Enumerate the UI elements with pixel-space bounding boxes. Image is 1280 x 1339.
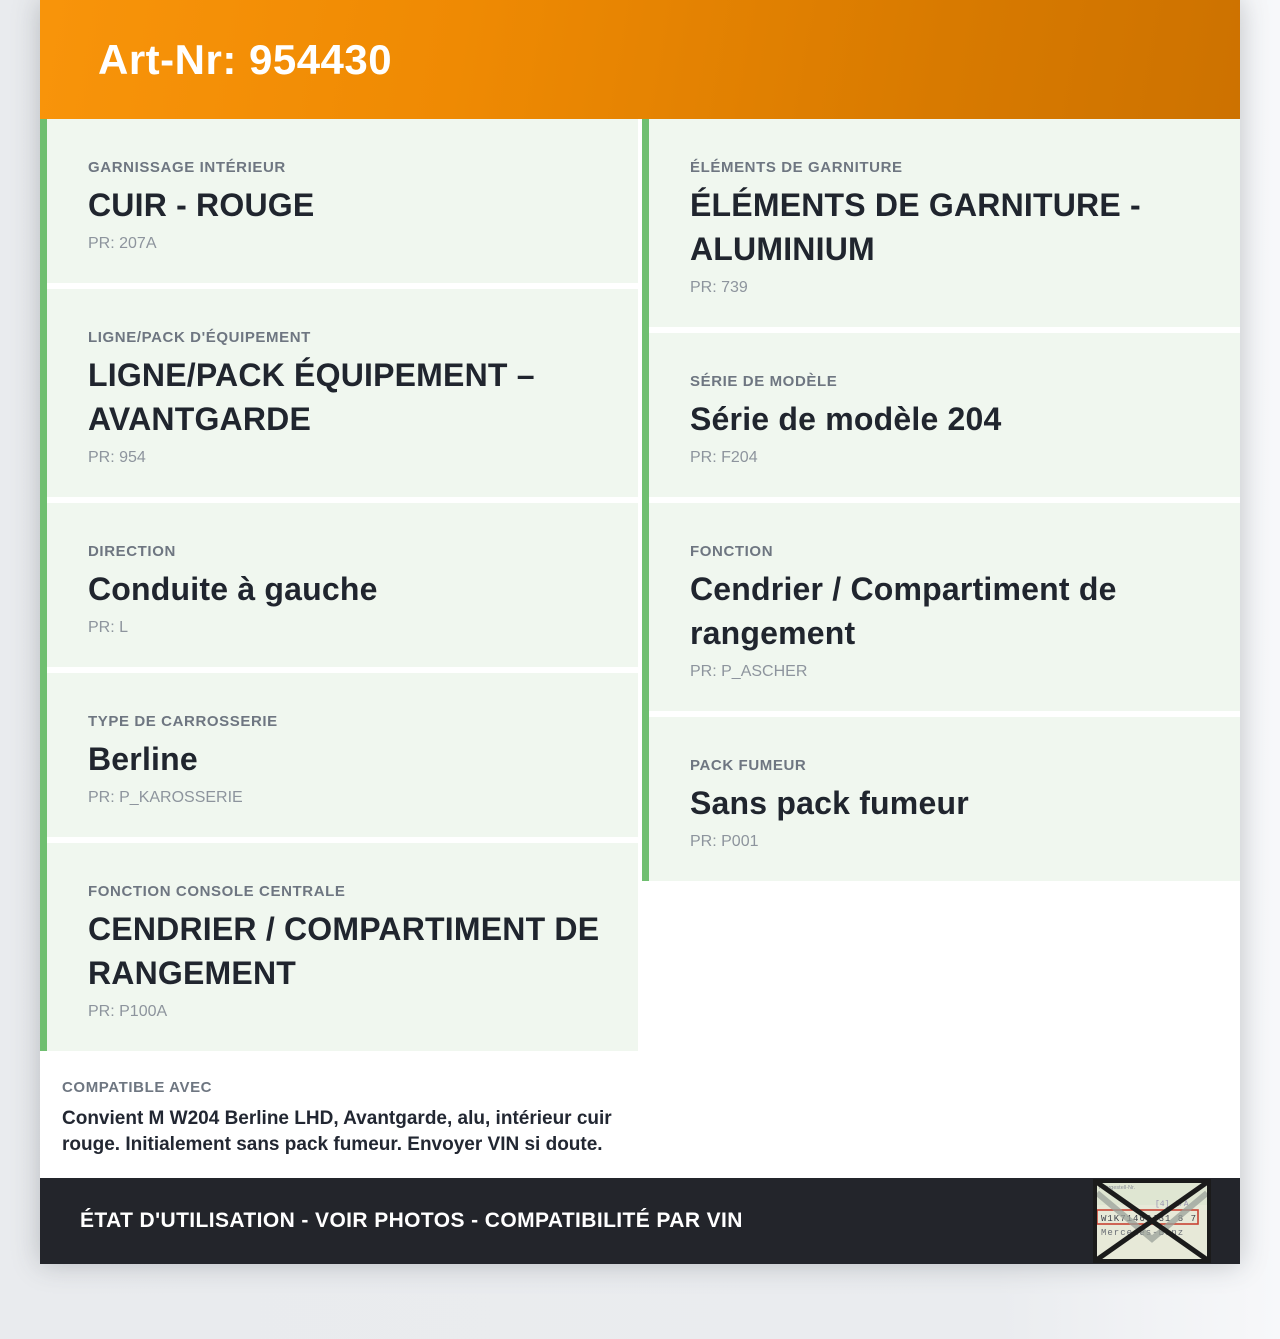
attribute-card [649, 119, 1240, 327]
page-title: Art-Nr: 954430 [98, 35, 393, 83]
attribute-value: Série de modèle 204 [690, 401, 1002, 437]
attribute-columns [40, 119, 1240, 1178]
attribute-pr-code: PR: P100A [88, 1003, 168, 1020]
attribute-value: ÉLÉMENTS DE GARNITURE - ALUMINIUM [690, 187, 1141, 267]
attribute-card [47, 673, 638, 837]
compatible-with-label: COMPATIBLE AVEC [62, 1079, 213, 1096]
attribute-label: GARNISSAGE INTÉRIEUR [88, 159, 286, 176]
attribute-pr-code: PR: P_ASCHER [690, 663, 808, 680]
attribute-value: Conduite à gauche [88, 571, 378, 607]
attribute-pr-code: PR: 739 [690, 279, 748, 296]
attribute-label: ÉLÉMENTS DE GARNITURE [690, 159, 903, 176]
attribute-label: PACK FUMEUR [690, 757, 807, 774]
attribute-label: FONCTION CONSOLE CENTRALE [88, 883, 346, 900]
brand-text: Mercedes-Benz [1101, 1228, 1185, 1238]
attribute-label: LIGNE/PACK D'ÉQUIPEMENT [88, 329, 311, 346]
attribute-value: CENDRIER / COMPARTIMENT DE RANGEMENT [88, 911, 600, 991]
product-sheet [40, 0, 1240, 1264]
attribute-card [649, 717, 1240, 881]
attribute-card [47, 503, 638, 667]
attribute-value: LIGNE/PACK ÉQUIPEMENT – AVANTGARDE [88, 357, 535, 437]
article-number-banner [40, 0, 1240, 119]
attribute-value: Sans pack fumeur [690, 785, 969, 821]
attribute-card-list [40, 119, 638, 1051]
attributes-column-left [40, 119, 638, 1178]
vin-document-crossed-envelope-icon [1093, 1179, 1211, 1263]
attribute-card [47, 119, 638, 283]
attribute-pr-code: PR: 207A [88, 235, 157, 252]
vin-text: W1K71463J31 8 7 [1101, 1214, 1198, 1224]
attribute-pr-code: PR: L [88, 619, 129, 636]
attribute-card-list [642, 119, 1240, 881]
attribute-pr-code: PR: 954 [88, 449, 146, 466]
document-field-label: Fahrgestell-Nr. [1099, 1185, 1136, 1191]
document-code-line: [4] A/A [1155, 1200, 1189, 1209]
attribute-label: FONCTION [690, 543, 774, 560]
attribute-label: DIRECTION [88, 543, 176, 560]
attribute-value: Berline [88, 741, 198, 777]
compatible-with-text: Convient M W204 Berline LHD, Avantgarde, alu, intérieur cuir rouge. Initialement sans pack fumeur. Envoyer VIN si doute. [62, 1108, 612, 1155]
attribute-pr-code: PR: P_KAROSSERIE [88, 789, 243, 806]
attribute-label: SÉRIE DE MODÈLE [690, 373, 838, 390]
compatible-with-section [40, 1051, 638, 1178]
attribute-card [47, 843, 638, 1051]
usage-state-footer [40, 1178, 1240, 1264]
attributes-column-right [642, 119, 1240, 881]
attribute-card [649, 503, 1240, 711]
attribute-card [649, 333, 1240, 497]
footer-notice-text: ÉTAT D'UTILISATION - VOIR PHOTOS - COMPATIBILITÉ PAR VIN [80, 1209, 743, 1232]
attribute-value: Cendrier / Compartiment de rangement [690, 571, 1117, 651]
attribute-value: CUIR - ROUGE [88, 187, 315, 223]
attribute-card [47, 289, 638, 497]
attribute-pr-code: PR: F204 [690, 449, 758, 466]
attribute-label: TYPE DE CARROSSERIE [88, 713, 278, 730]
attribute-pr-code: PR: P001 [690, 833, 759, 850]
